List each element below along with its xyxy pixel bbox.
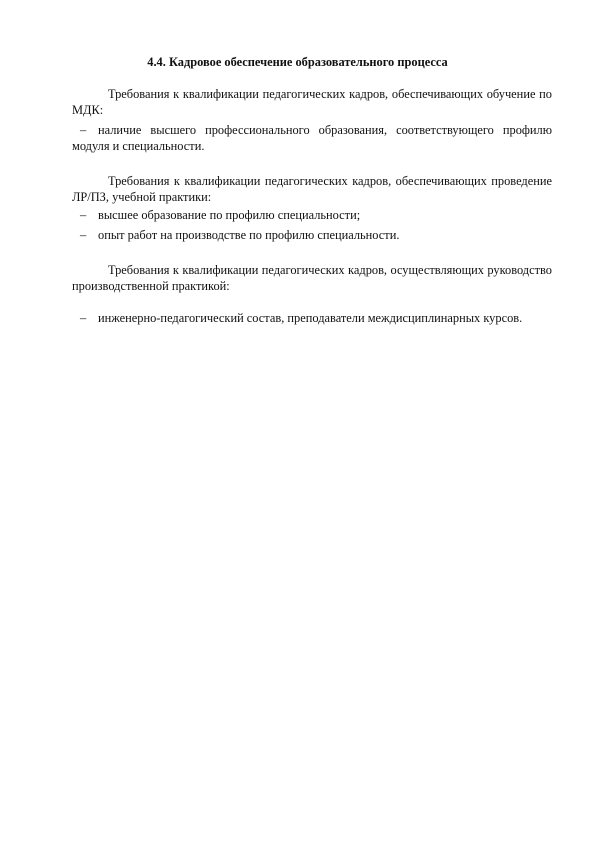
dash-bullet: – [80, 123, 87, 137]
dash-bullet: – [80, 228, 87, 242]
requirements-mdk-paragraph: Требования к квалификации педагогических кадров, обеспечивающих обучение по МДК: [72, 87, 552, 117]
requirements-internship-section [72, 262, 552, 326]
list-item [72, 122, 552, 154]
requirements-practice-section [72, 173, 552, 243]
requirements-mdk-section [72, 86, 552, 154]
section-title: 4.4. Кадровое обеспечение образовательного процесса [147, 55, 448, 69]
list-item [72, 310, 552, 326]
list-item-text: высшее образование по профилю специальности; [98, 208, 361, 222]
list-item [72, 227, 552, 243]
requirements-practice-paragraph: Требования к квалификации педагогических кадров, обеспечивающих проведение ЛР/ПЗ, учебной практики: [72, 174, 552, 204]
list-item-text: инженерно-педагогический состав, преподаватели междисциплинарных курсов. [98, 311, 523, 325]
dash-bullet: – [80, 311, 87, 325]
requirements-internship-paragraph: Требования к квалификации педагогических кадров, осуществляющих руководство производственной практикой: [72, 263, 552, 293]
list-item [72, 207, 552, 223]
list-item-text: опыт работ на производстве по профилю специальности. [98, 228, 400, 242]
dash-bullet: – [80, 208, 87, 222]
list-item-text: наличие высшего профессионального образования, соответствующего профилю модуля и специальности. [72, 123, 552, 153]
